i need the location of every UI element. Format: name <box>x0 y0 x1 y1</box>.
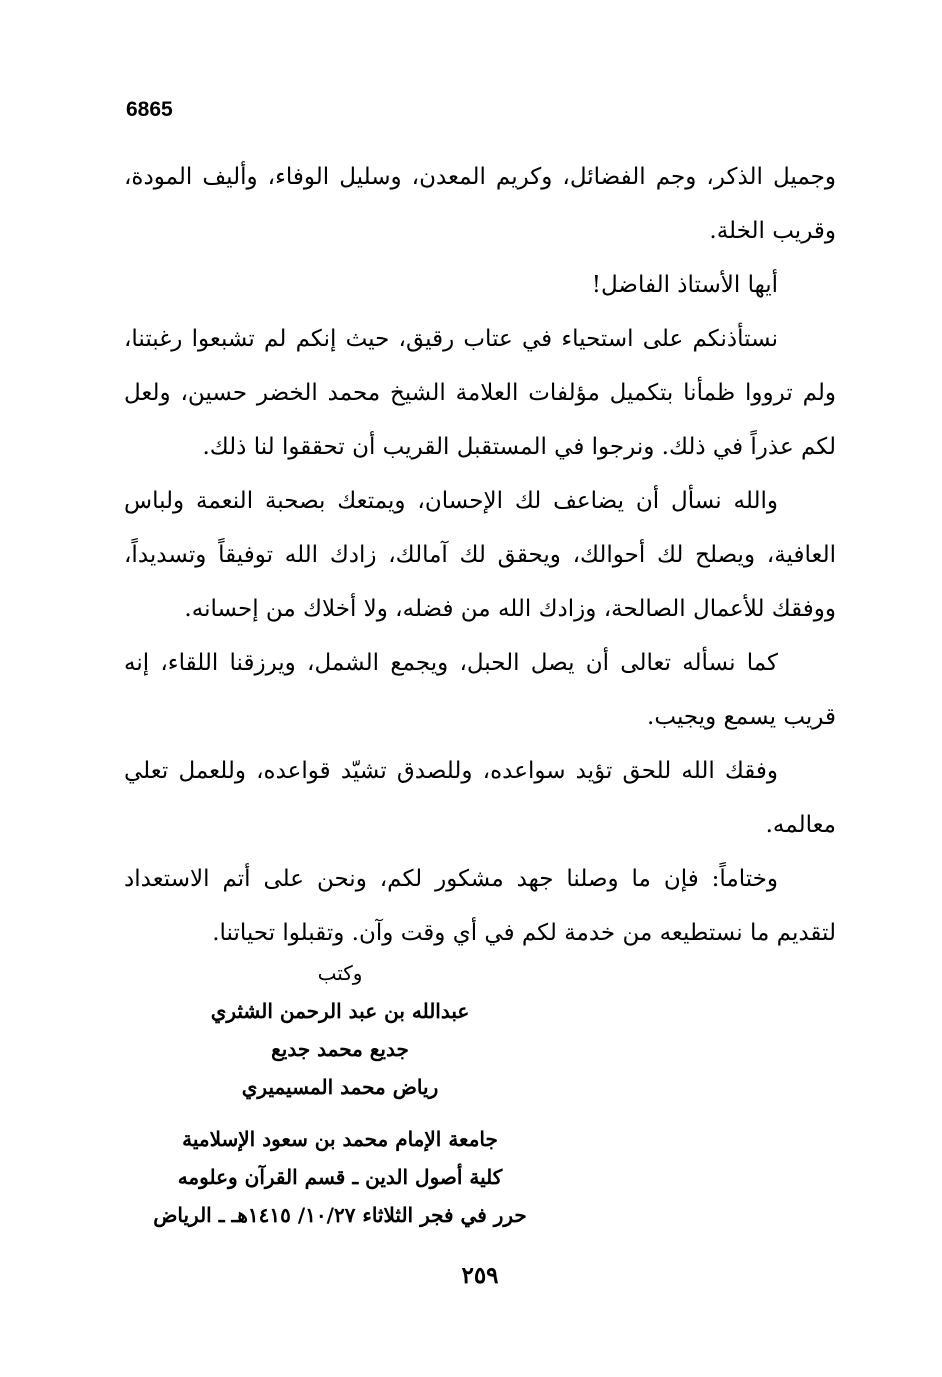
signatory-3: رياض محمد المسيميري <box>241 1075 439 1099</box>
signatory-1: عبدالله بن عبد الرحمن الشثري <box>210 999 470 1023</box>
university-name: جامعة الإمام محمد بن سعود الإسلامية <box>182 1127 498 1151</box>
signature-wrote: وكتب <box>317 961 363 985</box>
paragraph-2: أيها الأستاذ الفاضل! <box>591 272 778 298</box>
paragraph-3: نستأذنكم على استحياء في عتاب رقيق، حيث إنكم لم تشبعوا رغبتنا، ولم ترووا ظمأنا بتكميل مؤلفات العلامة الشيخ محمد الخضر حسين، ولعل لكم عذراً في ذلك. ونرجوا في المستقبل القريب أن تحققوا لنا ذلك. <box>124 326 836 460</box>
folio-number: 6865 <box>126 98 173 121</box>
paragraph-6: وفقك الله للحق تؤيد سواعده، وللصدق تشيّد قواعده، وللعمل تعلي معالمه. <box>124 758 836 838</box>
dateline: حرر في فجر الثلاثاء ١٠/٢٧/ ١٤١٥هـ ـ الرياض <box>153 1203 527 1227</box>
institution-block <box>120 1120 560 1234</box>
paragraph-4: والله نسأل أن يضاعف لك الإحسان، ويمتعك بصحبة النعمة ولباس العافية، ويصلح لك أحوالك، ويحقق لك آمالك، زادك الله توفيقاً وتسديداً، ووفقك للأعمال الصالحة، وزادك الله من فضله، ولا أخلاك من إحسانه. <box>124 488 836 622</box>
paragraph-5: كما نسأله تعالى أن يصل الحبل، ويجمع الشمل، ويرزقنا اللقاء، إنه قريب يسمع ويجيب. <box>124 650 836 730</box>
faculty-name: كلية أصول الدين ـ قسم القرآن وعلومه <box>177 1165 503 1189</box>
page-number: ٢٥٩ <box>461 1262 499 1289</box>
signatory-2: جديع محمد جديع <box>271 1037 409 1061</box>
paragraph-7: وختاماً: فإن ما وصلنا جهد مشكور لكم، ونحن على أتم الاستعداد لتقديم ما نستطيعه من خدمة لكم في أي وقت وآن. وتقبلوا تحياتنا. <box>124 866 836 946</box>
signature-block <box>180 954 500 1106</box>
paragraph-1: وجميل الذكر، وجم الفضائل، وكريم المعدن، وسليل الوفاء، وأليف المودة، وقريب الخلة. <box>124 164 836 244</box>
letter-body <box>124 150 836 960</box>
